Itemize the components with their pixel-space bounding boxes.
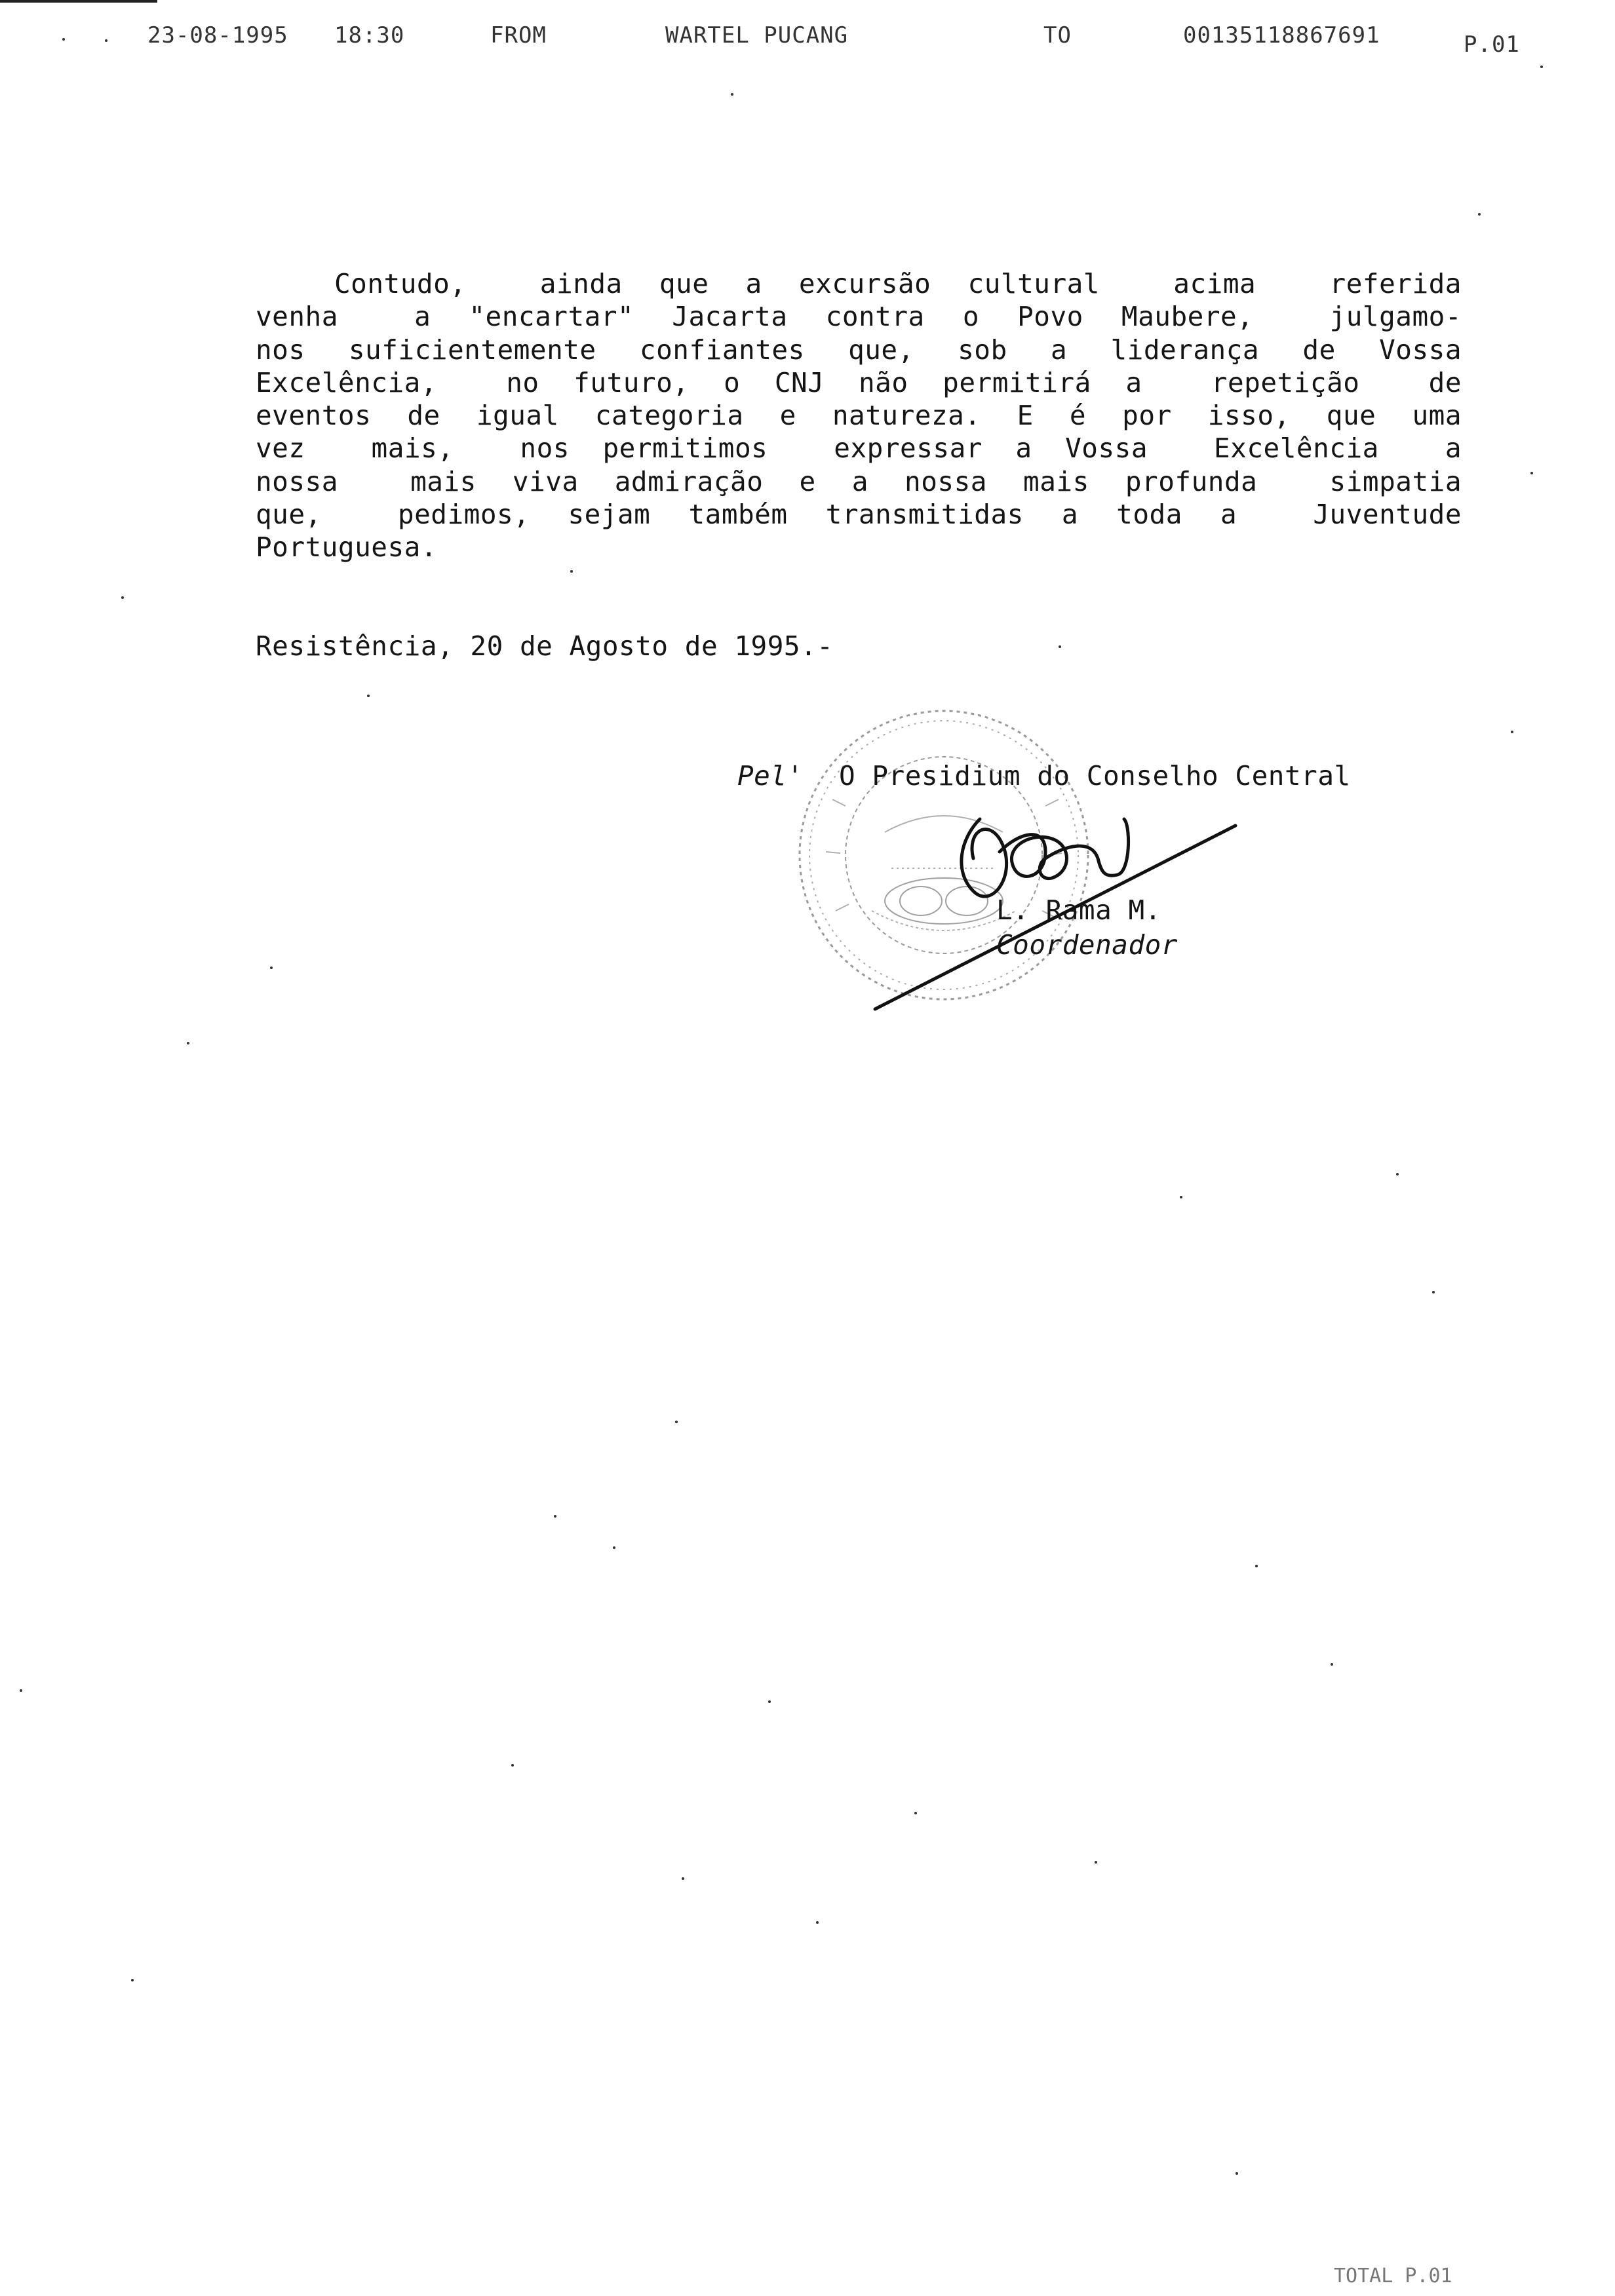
body-line: vez mais, nos permitimos expressar a Vossa Excelência a bbox=[256, 432, 1462, 465]
letter-body bbox=[256, 267, 1462, 564]
fax-page-number: P.01 bbox=[1464, 31, 1520, 58]
letter-dateline: Resistência, 20 de Agosto de 1995.- bbox=[256, 630, 834, 662]
top-edge-rule bbox=[0, 0, 157, 3]
signatory-name: L. Rama M. bbox=[996, 894, 1161, 926]
signatory-role: Coordenador bbox=[996, 929, 1178, 961]
signature-block bbox=[737, 760, 1485, 1022]
fax-from-label: FROM bbox=[490, 22, 547, 48]
body-line: Portuguesa. bbox=[256, 531, 438, 564]
fax-date: 23-08-1995 bbox=[147, 22, 288, 48]
body-line: venha a "encartar" Jacarta contra o Povo Maubere, julgamo- bbox=[256, 301, 1462, 333]
fax-total-pages: TOTAL P.01 bbox=[1334, 2265, 1452, 2287]
body-line: Contudo, ainda que a excursão cultural acima referida bbox=[334, 268, 1462, 299]
body-line: Excelência, no futuro, o CNJ não permitirá a repetição de bbox=[256, 366, 1462, 398]
fax-recipient-number: 00135118867691 bbox=[1183, 22, 1380, 48]
fax-to-label: TO bbox=[1043, 22, 1072, 48]
body-line: que, pedimos, sejam também transmitidas a toda a Juventude bbox=[256, 499, 1462, 531]
fax-time: 18:30 bbox=[334, 22, 405, 48]
on-behalf-of: Pel' bbox=[737, 760, 804, 792]
body-line: eventos de igual categoria e natureza. E é por isso, que uma bbox=[256, 400, 1462, 432]
body-line: nos suficientemente confiantes que, sob a liderança de Vossa bbox=[256, 334, 1462, 366]
issuing-body: O Presidium do Conselho Central bbox=[839, 760, 1351, 792]
body-line: nossa mais viva admiração e a nossa mais profunda simpatia bbox=[256, 465, 1462, 497]
fax-sender: WARTEL PUCANG bbox=[665, 22, 849, 48]
handwritten-signature bbox=[737, 760, 1485, 1022]
